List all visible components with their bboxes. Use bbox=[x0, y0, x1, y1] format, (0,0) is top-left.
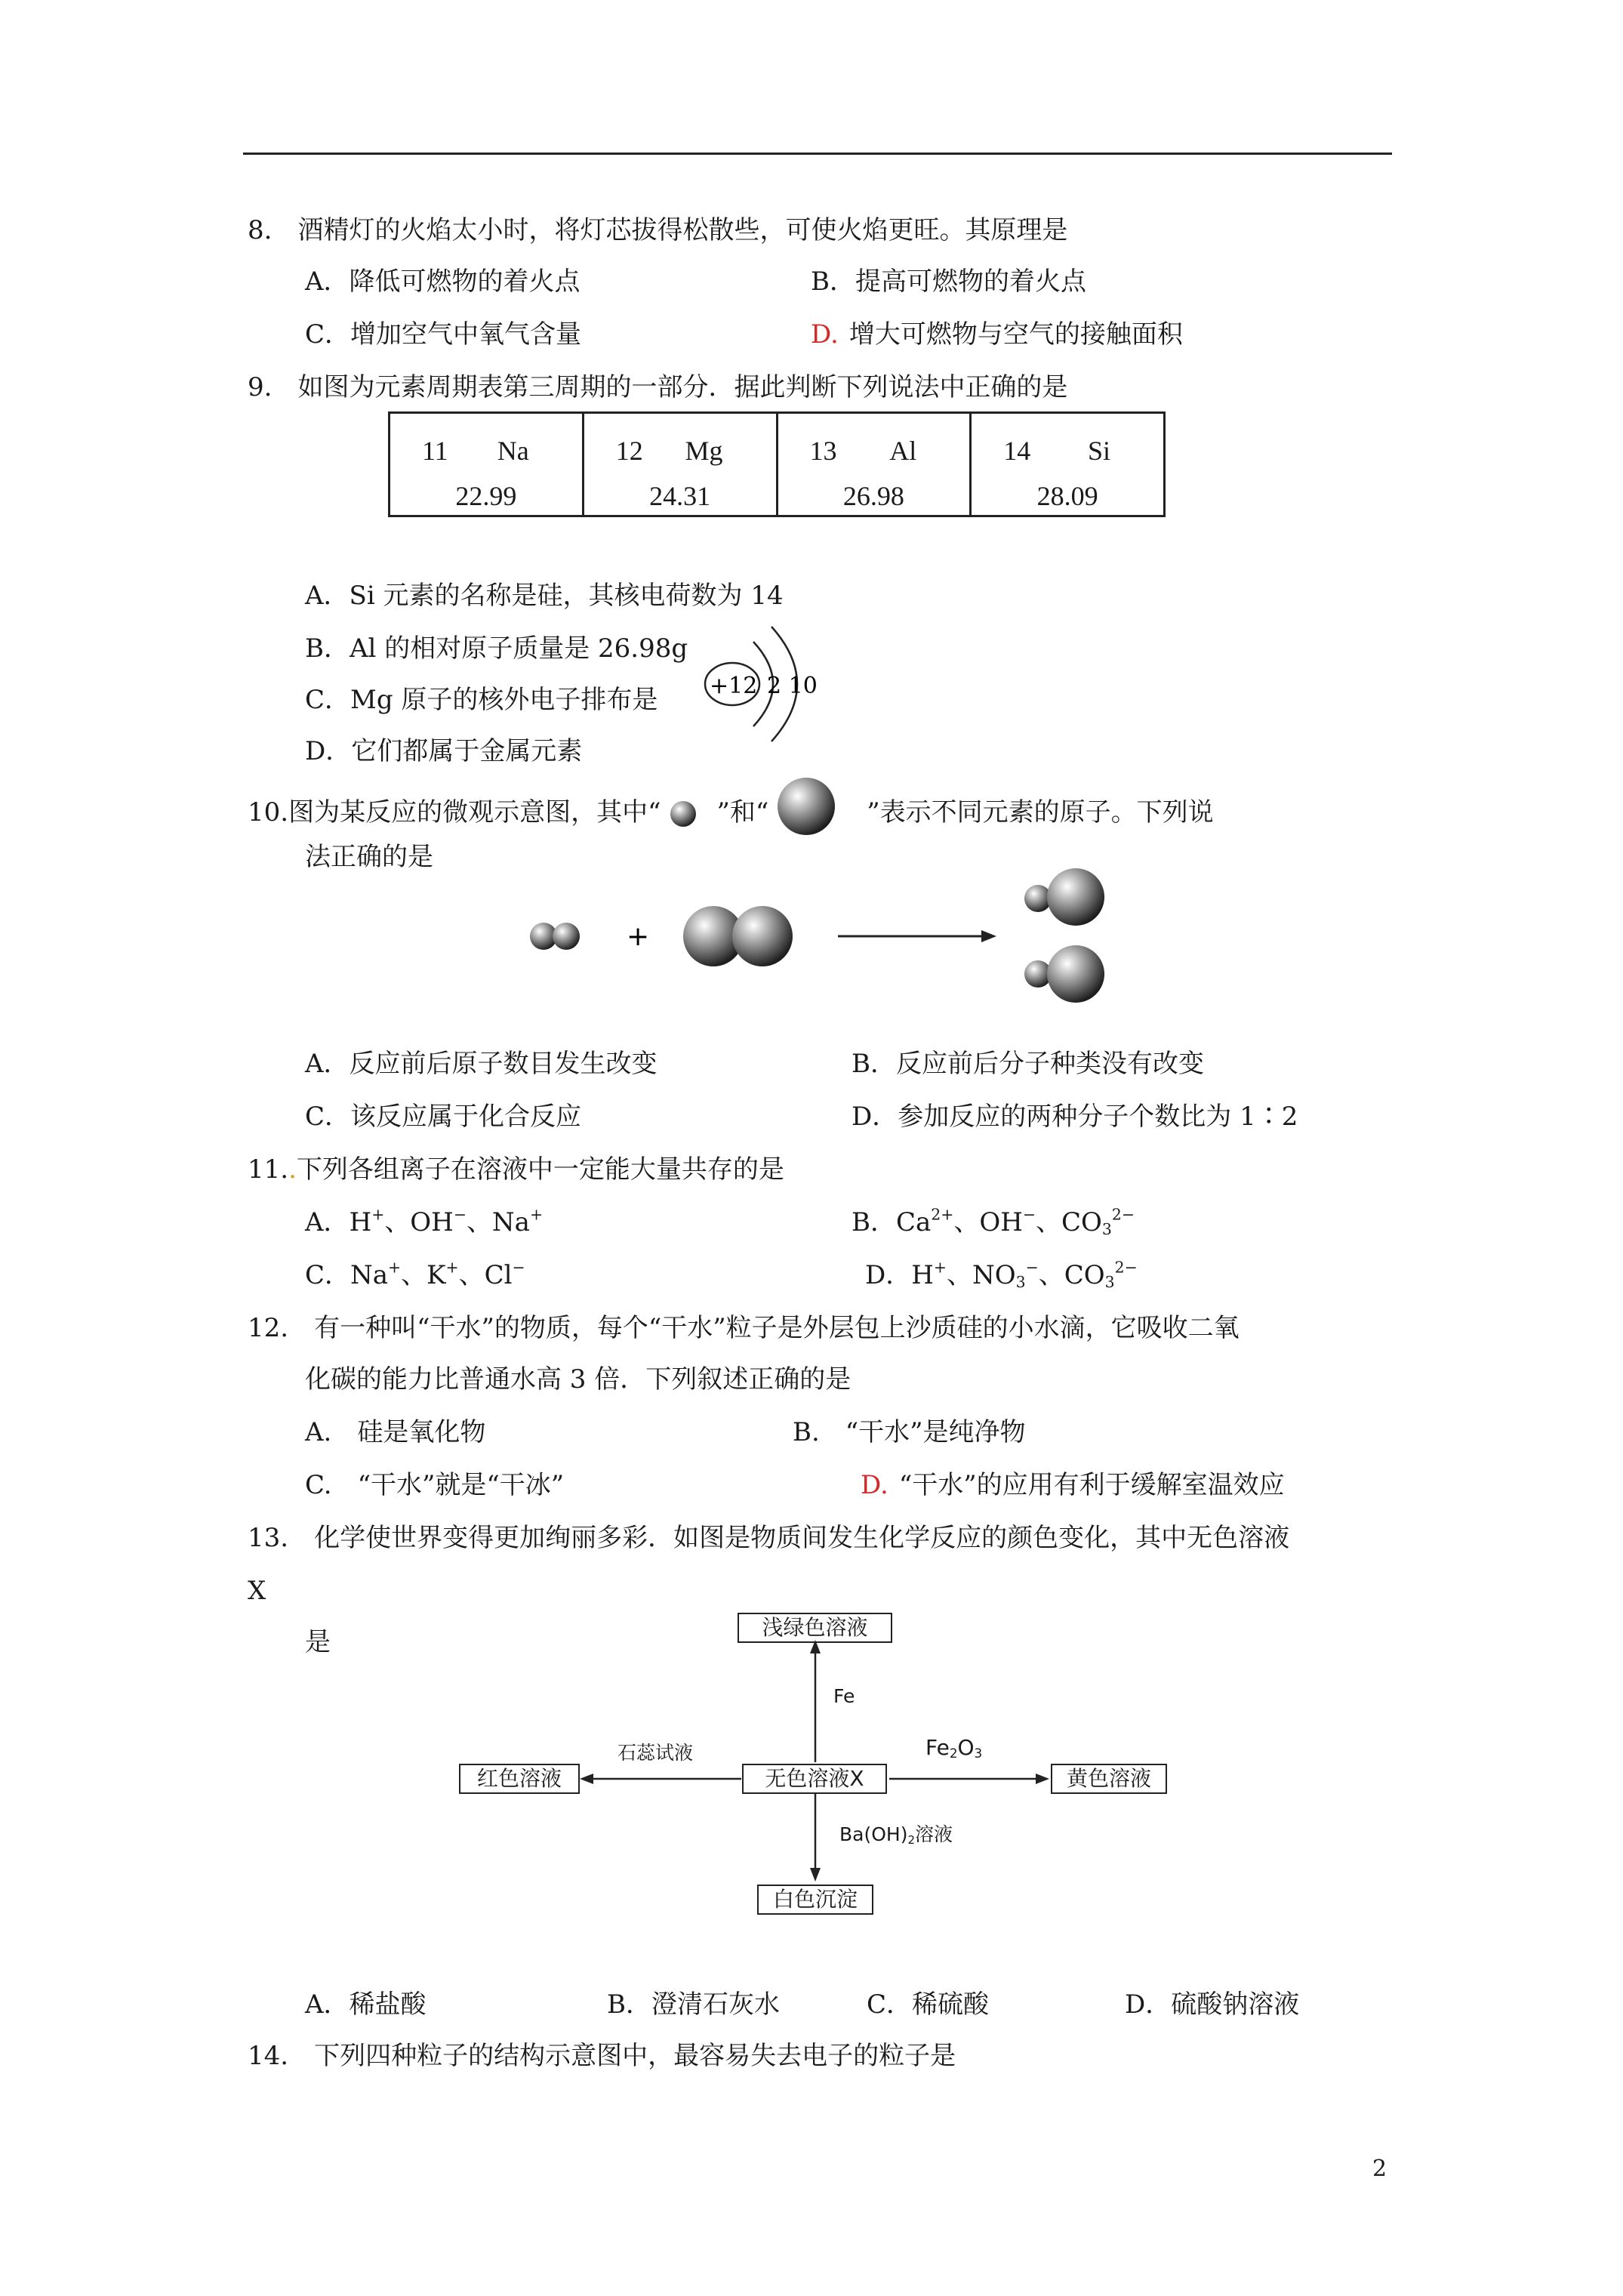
arrowhead-left bbox=[580, 1774, 593, 1784]
arrowhead-down bbox=[810, 1868, 821, 1881]
q10-stem-line2: 法正确的是 bbox=[305, 842, 433, 872]
box-red-solution: 红色溶液 bbox=[459, 1764, 580, 1794]
box-white-precipitate: 白色沉淀 bbox=[757, 1885, 873, 1915]
atomic-mass: 22.99 bbox=[455, 481, 517, 511]
q10-stem bbox=[248, 791, 1214, 837]
element-cell-al bbox=[778, 414, 972, 515]
small-atom-icon bbox=[661, 799, 716, 829]
q13-stem-x: X bbox=[248, 1576, 266, 1606]
q11-stem bbox=[248, 1154, 784, 1185]
q10-stem-part2: ”和“ bbox=[716, 797, 769, 827]
q12-stem-line2: 化碳的能力比普通水高 3 倍．下列叙述正确的是 bbox=[305, 1364, 852, 1395]
reaction-arrowhead bbox=[981, 930, 996, 942]
q9-option-d: D．它们都属于金属元素 bbox=[305, 736, 583, 766]
q13-option-b: B．澄清石灰水 bbox=[607, 1989, 780, 2020]
q10-stem-part1: 10.图为某反应的微观示意图，其中“ bbox=[248, 797, 661, 827]
q13-option-d: D．硫酸钠溶液 bbox=[1125, 1989, 1300, 2020]
atomic-number: 12 bbox=[615, 436, 643, 466]
q9-stem: 9. 如图为元素周期表第三周期的一部分．据此判断下列说法中正确的是 bbox=[248, 372, 1068, 402]
q11-option-c: C．Na+、K+、Cl− bbox=[305, 1258, 525, 1290]
q13-option-c: C．稀硫酸 bbox=[867, 1989, 990, 2020]
reaction-diagram bbox=[513, 861, 1117, 1012]
element-cell-na bbox=[390, 414, 584, 515]
q8-option-d-letter: D. bbox=[811, 319, 839, 350]
box-light-green-solution: 浅绿色溶液 bbox=[738, 1613, 892, 1643]
q11-stem-text: 下列各组离子在溶液中一定能大量共存的是 bbox=[296, 1154, 784, 1185]
q8-option-d bbox=[811, 319, 1183, 350]
q9-option-b: B．Al 的相对原子质量是 26.98g bbox=[305, 633, 688, 664]
element-symbol: Si bbox=[1087, 436, 1110, 466]
q8-stem: 8. 酒精灯的火焰太小时，将灯芯拔得松散些，可使火焰更旺。其原理是 bbox=[248, 215, 1068, 245]
shell-electron-counts: 2 10 bbox=[767, 673, 818, 699]
q11-option-d: D．H+、$NO_3^-$、$CO_3^{2-}$ bbox=[865, 1258, 1138, 1292]
q10-stem-part3: ”表示不同元素的原子。下列说 bbox=[867, 797, 1214, 827]
q12-option-d bbox=[861, 1472, 1285, 1498]
q9-option-a: A．Si 元素的名称是硅，其核电荷数为 14 bbox=[305, 581, 784, 611]
q8-option-d-text: 增大可燃物与空气的接触面积 bbox=[848, 319, 1183, 350]
large-atom bbox=[1047, 945, 1104, 1003]
q12-option-b: B. “干水”是纯净物 bbox=[793, 1417, 1026, 1447]
q12-option-d-text: “干水”的应用有利于缓解室温效应 bbox=[898, 1470, 1285, 1500]
q12-stem: 12. 有一种叫“干水”的物质，每个“干水”粒子是外层包上沙质硅的小水滴，它吸收二氧 bbox=[248, 1313, 1240, 1343]
element-symbol: Al bbox=[889, 436, 917, 466]
large-atom-icon bbox=[768, 776, 867, 837]
q14-stem: 14. 下列四种粒子的结构示意图中，最容易失去电子的粒子是 bbox=[248, 2041, 956, 2071]
atomic-mass: 24.31 bbox=[649, 481, 711, 511]
label-baoh2: $Ba(OH)_2$溶液 bbox=[839, 1823, 953, 1847]
atomic-number: 13 bbox=[809, 436, 837, 466]
q11-option-b: B．$Ca^{2+}$、OH−、$CO_3^{2-}$ bbox=[852, 1205, 1135, 1239]
q11-number: 11. bbox=[248, 1154, 289, 1185]
atomic-number: 11 bbox=[422, 436, 448, 466]
q8-option-c: C．增加空气中氧气含量 bbox=[305, 319, 582, 350]
element-cell-si bbox=[972, 414, 1163, 515]
q13-stem: 13. 化学使世界变得更加绚丽多彩．如图是物质间发生化学反应的颜色变化，其中无色溶液 bbox=[248, 1523, 1290, 1553]
element-symbol: Na bbox=[497, 436, 529, 466]
arrowhead-right bbox=[1036, 1774, 1049, 1784]
q12-option-d-letter: D. bbox=[861, 1470, 888, 1500]
q12-option-a: A. 硅是氧化物 bbox=[305, 1417, 486, 1447]
label-litmus: 石蕊试液 bbox=[617, 1742, 694, 1764]
q10-option-b: B．反应前后分子种类没有改变 bbox=[852, 1049, 1204, 1079]
q11-option-a: A．H+、OH−、Na+ bbox=[305, 1205, 544, 1237]
periodic-table-fragment bbox=[388, 411, 1166, 517]
element-cell-mg bbox=[584, 414, 778, 515]
q10-option-d: D．参加反应的两种分子个数比为 1∶2 bbox=[852, 1102, 1298, 1132]
atom-structure-diagram bbox=[679, 604, 845, 755]
q10-option-a: A．反应前后原子数目发生改变 bbox=[305, 1049, 658, 1079]
atomic-mass: 26.98 bbox=[842, 481, 904, 511]
large-atom bbox=[1047, 868, 1104, 926]
label-fe: Fe bbox=[833, 1685, 855, 1707]
nucleus-charge: +12 bbox=[710, 673, 758, 699]
q13-stem-shi: 是 bbox=[305, 1627, 331, 1657]
q10-option-c: C．该反应属于化合反应 bbox=[305, 1102, 582, 1132]
large-atom bbox=[732, 906, 793, 966]
q12-option-c: C. “干水”就是“干冰” bbox=[305, 1470, 565, 1500]
header-rule bbox=[243, 153, 1392, 155]
label-fe2o3: $Fe_2O_3$ bbox=[925, 1735, 983, 1761]
atomic-number: 14 bbox=[1003, 436, 1031, 466]
atomic-mass: 28.09 bbox=[1036, 481, 1098, 511]
q9-option-c: C．Mg 原子的核外电子排布是 bbox=[305, 685, 658, 715]
page-number: 2 bbox=[1372, 2156, 1387, 2182]
small-atom bbox=[553, 923, 580, 950]
plus-sign: + bbox=[627, 921, 650, 952]
q8-option-a: A．降低可燃物的着火点 bbox=[305, 267, 581, 297]
box-yellow-solution: 黄色溶液 bbox=[1051, 1764, 1167, 1794]
box-colorless-solution-x: 无色溶液X bbox=[742, 1764, 887, 1794]
element-symbol: Mg bbox=[685, 436, 723, 466]
q11-extra-dot: . bbox=[288, 1154, 297, 1185]
q8-option-b: B．提高可燃物的着火点 bbox=[811, 267, 1086, 297]
q13-option-a: A．稀盐酸 bbox=[305, 1989, 427, 2020]
